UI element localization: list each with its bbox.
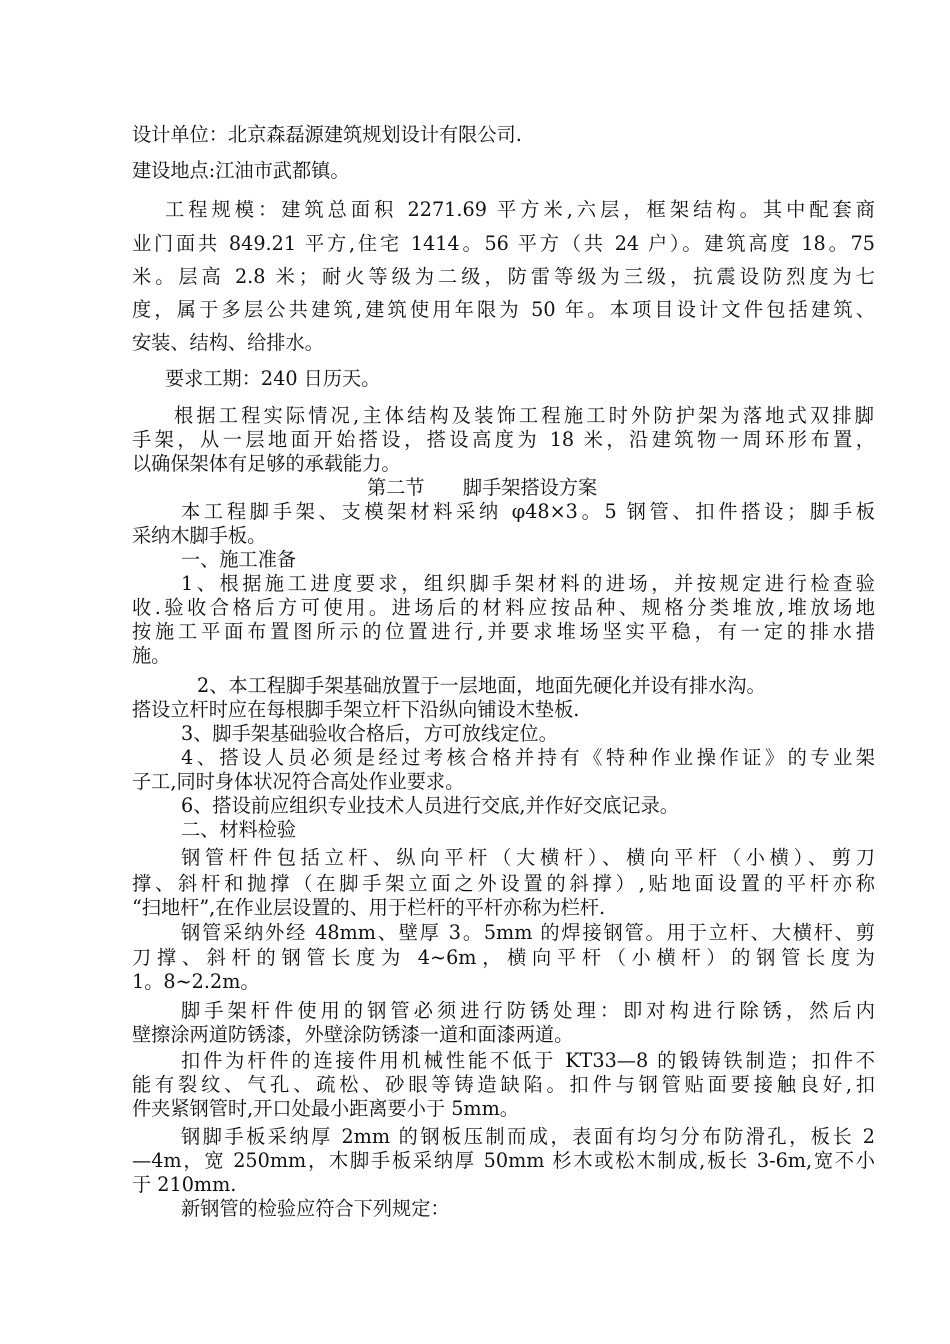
text-line: “扫地杆”,在作业层设置的、用于栏杆的平杆亦称为栏杆.	[132, 896, 606, 919]
text-line: 工程规模：建筑总面积 2271.69 平方米,六层，框架结构。其中配套商	[165, 198, 875, 221]
text-line: 安装、结构、给排水。	[132, 331, 324, 354]
text-line: 撑、斜杆和抛撑（在脚手架立面之外设置的斜撑）,贴地面设置的平杆亦称	[132, 872, 875, 895]
text-line: 搭设立杆时应在每根脚手架立杆下沿纵向铺设木垫板.	[132, 698, 580, 721]
text-line: 设计单位：北京森磊源建筑规划设计有限公司.	[132, 123, 522, 146]
text-line: 1。8~2.2m。	[132, 970, 260, 993]
text-line: 业门面共 849.21 平方,住宅 1414。56 平方（共 24 户）。建筑高度 18。75	[132, 232, 875, 255]
text-line: 米。层高 2.8 米；耐火等级为二级，防雷等级为三级，抗震设防烈度为七	[132, 265, 875, 288]
text-line: 壁擦涂两道防锈漆，外壁涂防锈漆一道和面漆两道。	[132, 1023, 574, 1046]
text-line: 2、本工程脚手架基础放置于一层地面，地面先硬化并设有排水沟。	[197, 674, 766, 697]
subsection-heading: 一、施工准备	[181, 548, 297, 571]
text-line: 脚手架杆件使用的钢管必须进行防锈处理：即对构进行除锈，然后内	[181, 999, 875, 1022]
text-line: 4、搭设人员必须是经过考核合格并持有《特种作业操作证》的专业架	[181, 746, 875, 769]
section-heading: 第二节 脚手架搭设方案	[367, 476, 598, 499]
text-line: 6、搭设前应组织专业技术人员进行交底,并作好交底记录。	[181, 794, 679, 817]
text-line: 扣件为杆件的连接件用机械性能不低于 KT33—8 的锻铸铁制造；扣件不	[181, 1049, 875, 1072]
text-line: 新钢管的检验应符合下列规定：	[181, 1197, 450, 1220]
text-line: 收.验收合格后方可使用。进场后的材料应按品种、规格分类堆放,堆放场地	[132, 596, 875, 619]
text-line: 件夹紧钢管时,开口处最小距离要小于 5mm。	[132, 1097, 519, 1120]
text-line: 根据工程实际情况,主体结构及装饰工程施工时外防护架为落地式双排脚	[174, 404, 874, 427]
text-line: 钢管采纳外经 48mm、壁厚 3。5mm 的焊接钢管。用于立杆、大横杆、剪	[181, 921, 875, 944]
text-line: 本工程脚手架、支模架材料采纳 φ48×3。5 钢管、扣件搭设；脚手板	[181, 500, 875, 523]
text-line: 能有裂纹、气孔、疏松、砂眼等铸造缺陷。扣件与钢管贴面要接触良好,扣	[132, 1073, 875, 1096]
text-line: 3、脚手架基础验收合格后，方可放线定位。	[181, 722, 558, 745]
text-line: 建设地点:江油市武都镇。	[132, 159, 350, 182]
text-line: 钢管杆件包括立杆、纵向平杆（大横杆）、横向平杆（小横）、剪刀	[181, 846, 875, 869]
text-line: 于 210mm.	[132, 1173, 237, 1196]
text-line: 要求工期：240 日历天。	[165, 367, 381, 390]
text-line: 子工,同时身体状况符合高处作业要求。	[132, 770, 465, 793]
text-line: 度，属于多层公共建筑,建筑使用年限为 50 年。本项目设计文件包括建筑、	[132, 298, 875, 321]
text-line: 1、根据施工进度要求，组织脚手架材料的进场，并按规定进行检查验	[181, 572, 875, 595]
text-line: —4m，宽 250mm，木脚手板采纳厚 50mm 杉木或松木制成,板长 3-6m,宽不小	[132, 1149, 875, 1172]
text-line: 以确保架体有足够的承载能力。	[132, 452, 401, 475]
subsection-heading: 二、材料检验	[181, 818, 297, 841]
text-line: 钢脚手板采纳厚 2mm 的钢板压制而成，表面有均匀分布防滑孔，板长 2	[181, 1125, 875, 1148]
text-line: 施。	[132, 644, 171, 667]
text-line: 刀撑、斜杆的钢管长度为 4~6m，横向平杆（小横杆）的钢管长度为	[132, 946, 875, 969]
text-line: 按施工平面布置图所示的位置进行,并要求堆场坚实平稳，有一定的排水措	[132, 620, 875, 643]
text-line: 手架，从一层地面开始搭设，搭设高度为 18 米，沿建筑物一周环形布置，	[132, 428, 875, 451]
text-line: 采纳木脚手板。	[132, 524, 267, 547]
